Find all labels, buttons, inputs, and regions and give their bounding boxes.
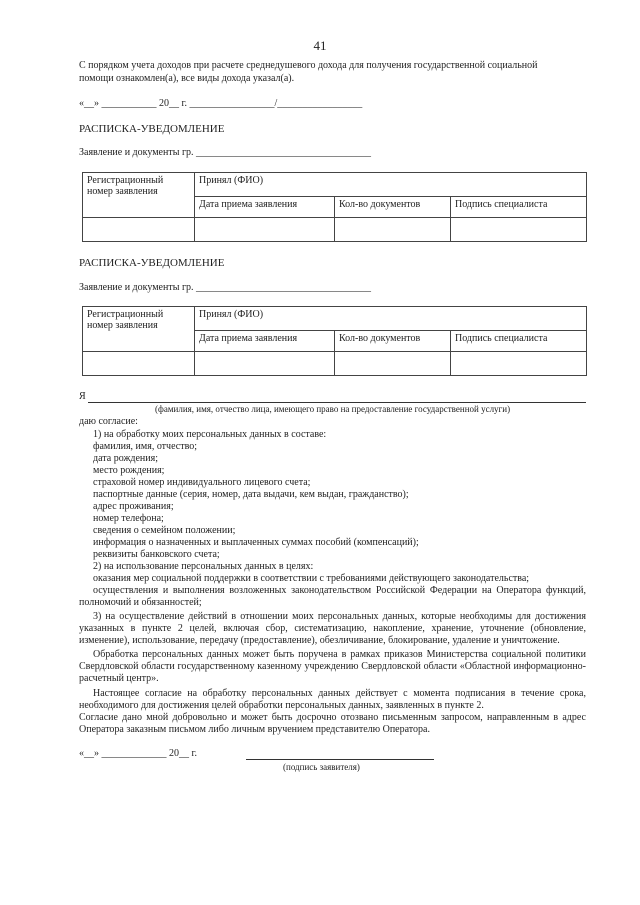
- applicant-signature-caption: (подпись заявителя): [283, 762, 360, 772]
- receipt-docs-label: Заявление и документы гр. ___________________________________: [79, 282, 372, 293]
- date-cell[interactable]: [195, 218, 335, 242]
- income-notice-line-2: помощи ознакомлен(а), все виды дохода указал(а).: [79, 73, 295, 84]
- list-item: информация о назначенных и выплаченных суммах пособий (компенсаций);: [93, 537, 419, 548]
- reg-number-header: Регистрационный номер заявления: [83, 307, 195, 352]
- signature-cell[interactable]: [451, 218, 587, 242]
- accepted-header: Принял (ФИО): [195, 173, 587, 197]
- receipt-table: [82, 306, 587, 376]
- date-header: Дата приема заявления: [195, 197, 335, 218]
- date-cell[interactable]: [195, 352, 335, 376]
- list-item: страховой номер индивидуального лицевого счета;: [93, 477, 311, 488]
- reg-number-cell[interactable]: [83, 352, 195, 376]
- count-header: Кол-во документов: [335, 197, 451, 218]
- consent-voluntary: Согласие дано мной добровольно и может быть досрочно отозвано письменным запросом, направленным в адрес Оператора заказным письмом либо личным вручением представителю Оператора.: [79, 712, 586, 735]
- reg-number-header: Регистрационный номер заявления: [83, 173, 195, 218]
- income-notice-date-line: «__» ___________ 20__ г. _________________/_________________: [79, 98, 363, 109]
- receipt-title: РАСПИСКА-УВЕДОМЛЕНИЕ: [79, 123, 225, 135]
- consent-processing: Обработка персональных данных может быть поручена в рамках приказов Министерства социальной политики Свердловской области государственному казенному учреждению Свердловской области «Областной информационно-расчетный центр».: [79, 649, 586, 684]
- list-item: номер телефона;: [93, 513, 164, 524]
- signature-date: «__» _____________ 20__ г.: [79, 748, 197, 759]
- count-cell[interactable]: [335, 352, 451, 376]
- signature-header: Подпись специалиста: [451, 331, 587, 352]
- accepted-header: Принял (ФИО): [195, 307, 587, 331]
- receipt-docs-label: Заявление и документы гр. ___________________________________: [79, 147, 372, 158]
- list-item: дата рождения;: [93, 453, 158, 464]
- applicant-name-caption: (фамилия, имя, отчество лица, имеющего право на предоставление государственной услуги): [155, 404, 511, 414]
- list-item: сведения о семейном положении;: [93, 525, 236, 536]
- count-cell[interactable]: [335, 218, 451, 242]
- applicant-signature-line[interactable]: [246, 759, 434, 760]
- applicant-name-line[interactable]: [88, 402, 586, 403]
- consent-give: даю согласие:: [79, 416, 138, 427]
- signature-cell[interactable]: [451, 352, 587, 376]
- consent-item-2-a: оказания мер социальной поддержки в соответствии с требованиями действующего законодательства;: [93, 573, 530, 584]
- consent-validity: Настоящее согласие на обработку персональных данных действует с момента подписания в течение срока, необходимого для достижения целей обработки персональных данных, заявленных в пункте 2.: [79, 688, 586, 711]
- date-header: Дата приема заявления: [195, 331, 335, 352]
- receipt-title: РАСПИСКА-УВЕДОМЛЕНИЕ: [79, 257, 225, 269]
- count-header: Кол-во документов: [335, 331, 451, 352]
- signature-header: Подпись специалиста: [451, 197, 587, 218]
- consent-item-2-b: осуществления и выполнения возложенных законодательством Российской Федерации на Оператора функций, полномочий и обязанностей;: [79, 585, 586, 608]
- consent-item-1-title: 1) на обработку моих персональных данных в составе:: [93, 429, 327, 440]
- reg-number-cell[interactable]: [83, 218, 195, 242]
- list-item: место рождения;: [93, 465, 165, 476]
- consent-item-3: 3) на осуществление действий в отношении моих персональных данных, которые необходимы для достижения указанных в пункте 2 целей, включая сбор, систематизацию, накопление, хранение, уточнение (обновление, изменение), использование, передачу (предоставление), обезличивание, блокирование, удаление и уничтожение.: [79, 611, 586, 646]
- page-number: 41: [313, 38, 327, 53]
- list-item: реквизиты банковского счета;: [93, 549, 220, 560]
- receipt-table: [82, 172, 587, 242]
- list-item: паспортные данные (серия, номер, дата выдачи, кем выдан, гражданство);: [93, 489, 409, 500]
- list-item: адрес проживания;: [93, 501, 174, 512]
- consent-ya: Я: [79, 391, 86, 402]
- list-item: фамилия, имя, отчество;: [93, 441, 198, 452]
- income-notice-line-1: С порядком учета доходов при расчете среднедушевого дохода для получения государственной социальной: [79, 60, 538, 71]
- consent-item-2-title: 2) на использование персональных данных в целях:: [93, 561, 314, 572]
